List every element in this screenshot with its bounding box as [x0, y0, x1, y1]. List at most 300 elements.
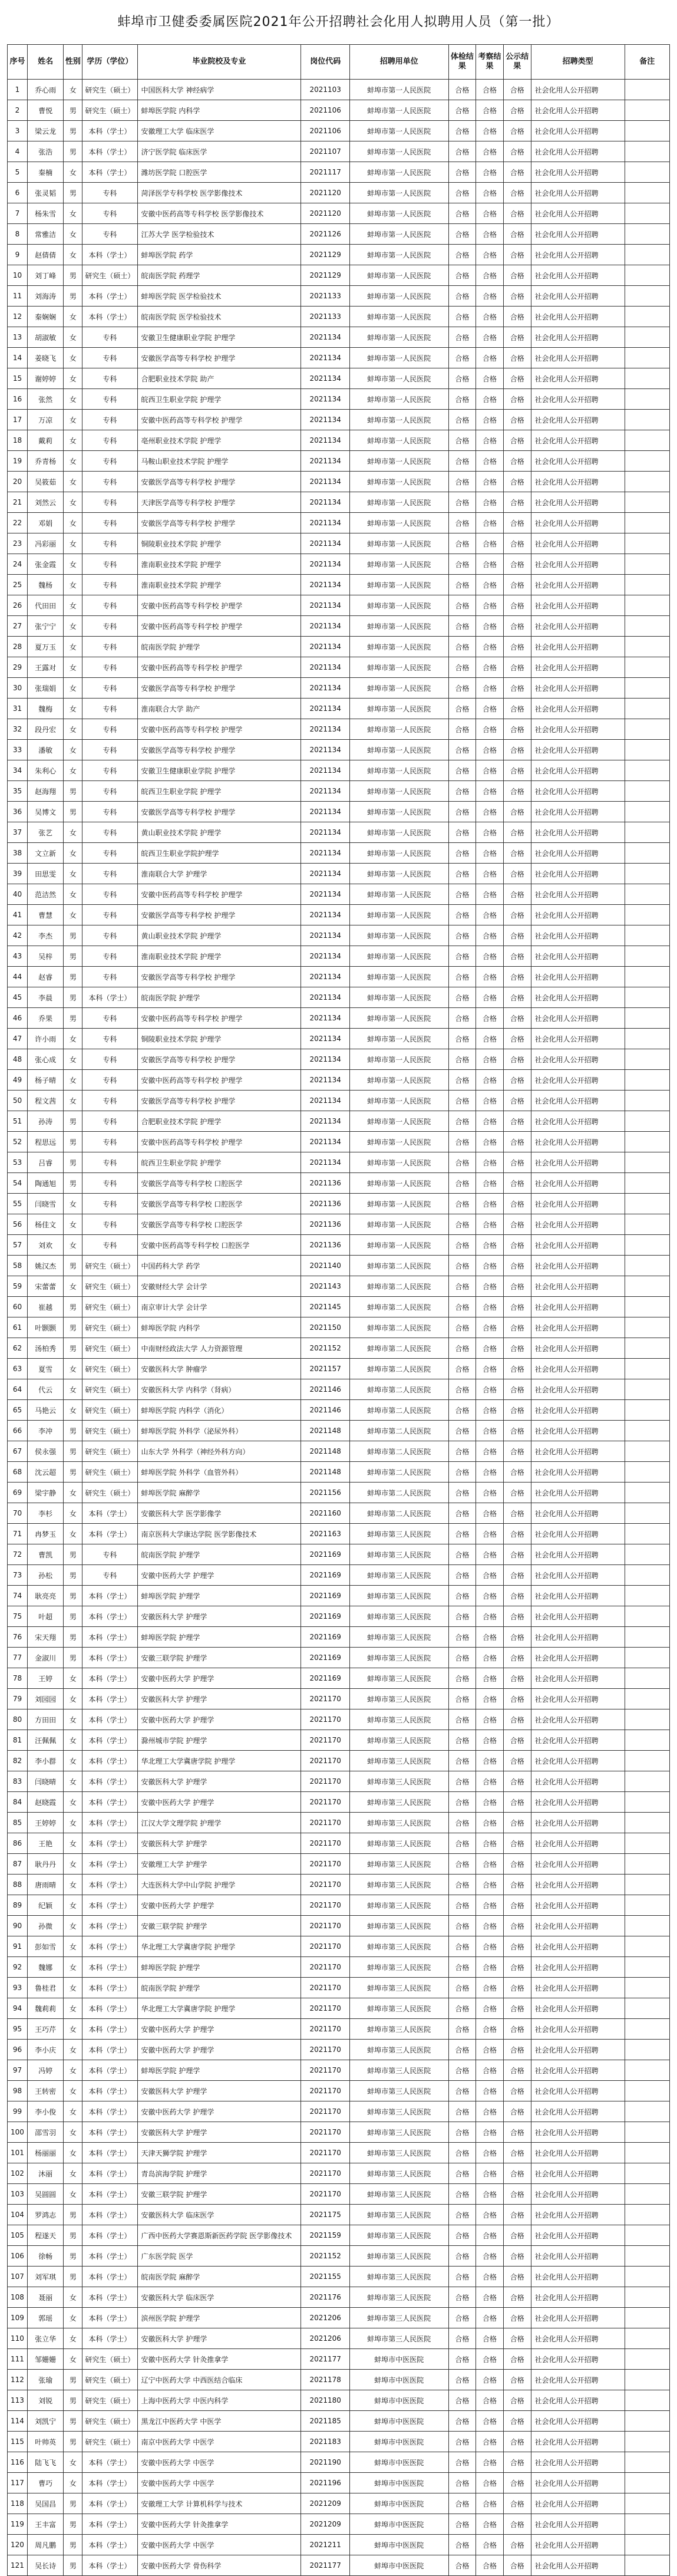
cell-exam: 合格: [448, 389, 476, 410]
cell-education: 本科（学士）: [82, 2514, 137, 2535]
cell-position-code: 2021134: [301, 719, 350, 740]
cell-name: 张瑜: [27, 2370, 64, 2390]
cell-sex: 女: [64, 410, 82, 430]
cell-note: [625, 843, 669, 864]
header-exam: 体检结果: [448, 45, 476, 80]
cell-education: 专科: [82, 1049, 137, 1070]
table-row: [8, 286, 670, 307]
cell-publicity: 合格: [503, 1152, 531, 1173]
cell-exam: 合格: [448, 1256, 476, 1276]
cell-education: 研究生（硕士）: [82, 2411, 137, 2432]
cell-seq: 58: [8, 1256, 28, 1276]
cell-note: [625, 1008, 669, 1029]
cell-name: 张灵韬: [27, 183, 64, 203]
cell-school-major: 中国药科大学 药学: [137, 1256, 301, 1276]
cell-type: 社会化用人公开招聘: [531, 1091, 625, 1111]
table-row: [8, 100, 670, 121]
cell-seq: 54: [8, 1173, 28, 1194]
cell-sex: 男: [64, 1008, 82, 1029]
cell-seq: 118: [8, 2493, 28, 2514]
cell-note: [625, 2122, 669, 2143]
cell-name: 刘欢: [27, 1235, 64, 1256]
cell-seq: 93: [8, 1978, 28, 1998]
cell-inspection: 合格: [476, 286, 504, 307]
cell-type: 社会化用人公开招聘: [531, 2205, 625, 2225]
cell-seq: 29: [8, 657, 28, 678]
cell-type: 社会化用人公开招聘: [531, 987, 625, 1008]
cell-note: [625, 699, 669, 719]
cell-publicity: 合格: [503, 2328, 531, 2349]
cell-inspection: 合格: [476, 657, 504, 678]
cell-position-code: 2021134: [301, 616, 350, 637]
cell-education: 研究生（硕士）: [82, 1338, 137, 1359]
cell-name: 吴圆圆: [27, 2184, 64, 2205]
cell-school-major: 蚌埠医学院 护理学: [137, 1586, 301, 1606]
cell-note: [625, 1503, 669, 1524]
table-row: [8, 719, 670, 740]
cell-seq: 116: [8, 2452, 28, 2473]
cell-school-major: 安徽中医药高等专科学校 护理学: [137, 1132, 301, 1152]
cell-school-major: 安徽医学高等专科学校 口腔医学: [137, 1194, 301, 1214]
cell-sex: 女: [64, 2163, 82, 2184]
cell-publicity: 合格: [503, 1689, 531, 1709]
cell-name: 潘敏: [27, 740, 64, 760]
cell-position-code: 2021170: [301, 1854, 350, 1875]
cell-name: 侯永强: [27, 1441, 64, 1462]
cell-exam: 合格: [448, 1730, 476, 1751]
cell-type: 社会化用人公开招聘: [531, 1276, 625, 1297]
cell-education: 专科: [82, 781, 137, 802]
cell-sex: 男: [64, 2514, 82, 2535]
cell-name: 聂丽: [27, 2287, 64, 2308]
cell-note: [625, 595, 669, 616]
cell-exam: 合格: [448, 472, 476, 492]
cell-note: [625, 307, 669, 327]
cell-type: 社会化用人公开招聘: [531, 1751, 625, 1771]
cell-education: 专科: [82, 699, 137, 719]
cell-position-code: 2021143: [301, 1276, 350, 1297]
cell-publicity: 合格: [503, 265, 531, 286]
cell-sex: 女: [64, 1400, 82, 1421]
header-type: 招聘类型: [531, 45, 625, 80]
cell-school-major: 安徽医科大学 临床医学: [137, 2205, 301, 2225]
cell-education: 本科（学士）: [82, 1875, 137, 1895]
cell-type: 社会化用人公开招聘: [531, 1875, 625, 1895]
cell-sex: 女: [64, 2122, 82, 2143]
table-row: [8, 2143, 670, 2163]
cell-sex: 男: [64, 967, 82, 987]
table-header-row: [8, 45, 670, 80]
cell-school-major: 安徽医学高等专科学校 护理学: [137, 740, 301, 760]
cell-note: [625, 2555, 669, 2576]
cell-position-code: 2021129: [301, 265, 350, 286]
cell-position-code: 2021170: [301, 2081, 350, 2101]
cell-education: 专科: [82, 1173, 137, 1194]
cell-inspection: 合格: [476, 802, 504, 822]
cell-inspection: 合格: [476, 1091, 504, 1111]
table-row: [8, 2122, 670, 2143]
cell-sex: 男: [64, 1338, 82, 1359]
cell-name: 李杰: [27, 925, 64, 946]
cell-seq: 53: [8, 1152, 28, 1173]
cell-exam: 合格: [448, 183, 476, 203]
cell-unit: 蚌埠市第一人民医院: [350, 513, 449, 533]
cell-sex: 女: [64, 884, 82, 905]
cell-unit: 蚌埠市第三人民医院: [350, 2225, 449, 2246]
cell-note: [625, 1813, 669, 1833]
cell-school-major: 淮南职业技术学院 护理学: [137, 575, 301, 595]
cell-note: [625, 2081, 669, 2101]
cell-position-code: 2021152: [301, 2246, 350, 2267]
cell-sex: 女: [64, 740, 82, 760]
cell-note: [625, 1668, 669, 1689]
cell-note: [625, 2328, 669, 2349]
cell-education: 专科: [82, 843, 137, 864]
cell-exam: 合格: [448, 1998, 476, 2019]
cell-school-major: 青岛滨海学院 护理学: [137, 2163, 301, 2184]
cell-name: 魏娜: [27, 1957, 64, 1978]
cell-education: 本科（学士）: [82, 1792, 137, 1813]
cell-exam: 合格: [448, 1771, 476, 1792]
cell-unit: 蚌埠市第二人民医院: [350, 1400, 449, 1421]
cell-exam: 合格: [448, 1338, 476, 1359]
cell-education: 本科（学士）: [82, 2184, 137, 2205]
cell-school-major: 安徽医学高等专科学校 护理学: [137, 967, 301, 987]
cell-education: 专科: [82, 1152, 137, 1173]
cell-sex: 女: [64, 2184, 82, 2205]
cell-note: [625, 1338, 669, 1359]
cell-position-code: 2021134: [301, 822, 350, 843]
cell-unit: 蚌埠市第一人民医院: [350, 327, 449, 348]
cell-name: 万凉: [27, 410, 64, 430]
table-row: [8, 162, 670, 183]
cell-name: 张金霞: [27, 554, 64, 575]
cell-name: 魏梅: [27, 699, 64, 719]
cell-exam: 合格: [448, 2493, 476, 2514]
cell-seq: 3: [8, 121, 28, 141]
cell-publicity: 合格: [503, 1194, 531, 1214]
cell-inspection: 合格: [476, 203, 504, 224]
cell-position-code: 2021134: [301, 946, 350, 967]
cell-exam: 合格: [448, 967, 476, 987]
cell-school-major: 淮南职业技术学院 护理学: [137, 946, 301, 967]
cell-school-major: 安徽医学高等专科学校 护理学: [137, 513, 301, 533]
cell-seq: 50: [8, 1091, 28, 1111]
cell-education: 本科（学士）: [82, 2143, 137, 2163]
cell-position-code: 2021169: [301, 1668, 350, 1689]
cell-note: [625, 492, 669, 513]
cell-type: 社会化用人公开招聘: [531, 1152, 625, 1173]
cell-exam: 合格: [448, 1091, 476, 1111]
cell-education: 研究生（硕士）: [82, 265, 137, 286]
cell-position-code: 2021134: [301, 575, 350, 595]
cell-education: 研究生（硕士）: [82, 80, 137, 100]
cell-publicity: 合格: [503, 657, 531, 678]
cell-publicity: 合格: [503, 2349, 531, 2370]
cell-type: 社会化用人公开招聘: [531, 946, 625, 967]
cell-unit: 蚌埠市第一人民医院: [350, 348, 449, 368]
cell-publicity: 合格: [503, 1648, 531, 1668]
cell-school-major: 安徽医科大学 内科学（肾病）: [137, 1379, 301, 1400]
cell-exam: 合格: [448, 224, 476, 245]
cell-exam: 合格: [448, 1916, 476, 1936]
cell-publicity: 合格: [503, 2473, 531, 2493]
cell-position-code: 2021134: [301, 699, 350, 719]
cell-sex: 女: [64, 368, 82, 389]
cell-sex: 女: [64, 492, 82, 513]
cell-sex: 女: [64, 1503, 82, 1524]
cell-school-major: 上海中医药大学 中医内科学: [137, 2390, 301, 2411]
cell-inspection: 合格: [476, 1978, 504, 1998]
table-row: [8, 1091, 670, 1111]
cell-school-major: 皖南医学院 护理学: [137, 1544, 301, 1565]
cell-seq: 15: [8, 368, 28, 389]
cell-name: 曹巧: [27, 2473, 64, 2493]
cell-publicity: 合格: [503, 1091, 531, 1111]
cell-type: 社会化用人公开招聘: [531, 699, 625, 719]
cell-exam: 合格: [448, 1214, 476, 1235]
cell-publicity: 合格: [503, 1833, 531, 1854]
cell-type: 社会化用人公开招聘: [531, 822, 625, 843]
cell-seq: 65: [8, 1400, 28, 1421]
cell-publicity: 合格: [503, 1111, 531, 1132]
cell-name: 程文茜: [27, 1091, 64, 1111]
cell-sex: 女: [64, 80, 82, 100]
cell-education: 本科（学士）: [82, 1854, 137, 1875]
cell-position-code: 2021170: [301, 1792, 350, 1813]
cell-name: 邓娟: [27, 513, 64, 533]
cell-education: 专科: [82, 327, 137, 348]
header-seq: 序号: [8, 45, 28, 80]
cell-seq: 32: [8, 719, 28, 740]
cell-position-code: 2021148: [301, 1441, 350, 1462]
cell-unit: 蚌埠市第一人民医院: [350, 1070, 449, 1091]
cell-publicity: 合格: [503, 1895, 531, 1916]
cell-inspection: 合格: [476, 1998, 504, 2019]
cell-school-major: 安徽中医药高等专科学校 护理学: [137, 1070, 301, 1091]
cell-school-major: 济宁医学院 临床医学: [137, 141, 301, 162]
cell-note: [625, 905, 669, 925]
cell-education: 专科: [82, 595, 137, 616]
cell-publicity: 合格: [503, 533, 531, 554]
cell-position-code: 2021169: [301, 1627, 350, 1648]
header-school-major: 毕业院校及专业: [137, 45, 301, 80]
cell-type: 社会化用人公开招聘: [531, 2267, 625, 2287]
cell-position-code: 2021170: [301, 2019, 350, 2040]
cell-sex: 男: [64, 987, 82, 1008]
cell-inspection: 合格: [476, 1379, 504, 1400]
cell-inspection: 合格: [476, 80, 504, 100]
cell-education: 研究生（硕士）: [82, 2370, 137, 2390]
table-row: [8, 2328, 670, 2349]
cell-sex: 女: [64, 1771, 82, 1792]
cell-type: 社会化用人公开招聘: [531, 740, 625, 760]
cell-position-code: 2021183: [301, 2432, 350, 2452]
cell-school-major: 南京中医药大学 中医学: [137, 2432, 301, 2452]
cell-seq: 69: [8, 1483, 28, 1503]
cell-type: 社会化用人公开招聘: [531, 1400, 625, 1421]
cell-inspection: 合格: [476, 2040, 504, 2060]
cell-inspection: 合格: [476, 183, 504, 203]
cell-publicity: 合格: [503, 1668, 531, 1689]
table-row: [8, 967, 670, 987]
cell-note: [625, 740, 669, 760]
cell-name: 秦楠: [27, 162, 64, 183]
table-row: [8, 2184, 670, 2205]
table-row: [8, 2555, 670, 2576]
cell-inspection: 合格: [476, 2246, 504, 2267]
cell-sex: 男: [64, 2205, 82, 2225]
cell-note: [625, 822, 669, 843]
cell-school-major: 安徽医科大学 医学影像学: [137, 1503, 301, 1524]
cell-inspection: 合格: [476, 719, 504, 740]
cell-seq: 26: [8, 595, 28, 616]
cell-exam: 合格: [448, 1111, 476, 1132]
cell-publicity: 合格: [503, 2081, 531, 2101]
cell-note: [625, 1091, 669, 1111]
cell-position-code: 2021152: [301, 1338, 350, 1359]
cell-type: 社会化用人公开招聘: [531, 80, 625, 100]
cell-seq: 66: [8, 1421, 28, 1441]
cell-inspection: 合格: [476, 1751, 504, 1771]
cell-inspection: 合格: [476, 245, 504, 265]
cell-school-major: 安徽中医药高等专科学校 医学影像技术: [137, 203, 301, 224]
cell-position-code: 2021160: [301, 1503, 350, 1524]
cell-inspection: 合格: [476, 2267, 504, 2287]
cell-inspection: 合格: [476, 1792, 504, 1813]
cell-exam: 合格: [448, 203, 476, 224]
cell-seq: 19: [8, 451, 28, 472]
cell-publicity: 合格: [503, 348, 531, 368]
cell-exam: 合格: [448, 1606, 476, 1627]
cell-type: 社会化用人公开招聘: [531, 1689, 625, 1709]
cell-position-code: 2021134: [301, 1152, 350, 1173]
cell-position-code: 2021206: [301, 2308, 350, 2328]
cell-school-major: 亳州职业技术学院 护理学: [137, 430, 301, 451]
cell-position-code: 2021170: [301, 1689, 350, 1709]
cell-education: 本科（学士）: [82, 307, 137, 327]
cell-note: [625, 2101, 669, 2122]
cell-publicity: 合格: [503, 595, 531, 616]
cell-school-major: 安徽中医药大学 护理学: [137, 1565, 301, 1586]
cell-seq: 23: [8, 533, 28, 554]
cell-note: [625, 1586, 669, 1606]
cell-seq: 35: [8, 781, 28, 802]
cell-publicity: 合格: [503, 946, 531, 967]
cell-education: 研究生（硕士）: [82, 1359, 137, 1379]
cell-unit: 蚌埠市第一人民医院: [350, 451, 449, 472]
cell-unit: 蚌埠市第一人民医院: [350, 719, 449, 740]
cell-name: 王艳: [27, 1833, 64, 1854]
cell-seq: 47: [8, 1029, 28, 1049]
cell-school-major: 南京医科大学康达学院 医学影像技术: [137, 1524, 301, 1544]
cell-unit: 蚌埠市第三人民医院: [350, 1524, 449, 1544]
cell-school-major: 安徽中医药高等专科学校 护理学: [137, 884, 301, 905]
cell-name: 彭如雪: [27, 1936, 64, 1957]
cell-position-code: 2021170: [301, 1813, 350, 1833]
cell-name: 姜晓飞: [27, 348, 64, 368]
cell-publicity: 合格: [503, 2267, 531, 2287]
cell-exam: 合格: [448, 2267, 476, 2287]
cell-type: 社会化用人公开招聘: [531, 967, 625, 987]
cell-exam: 合格: [448, 265, 476, 286]
cell-sex: 女: [64, 389, 82, 410]
cell-unit: 蚌埠市中医医院: [350, 2432, 449, 2452]
cell-publicity: 合格: [503, 1978, 531, 1998]
table-row: [8, 2101, 670, 2122]
cell-position-code: 2021134: [301, 843, 350, 864]
cell-note: [625, 2246, 669, 2267]
cell-school-major: 安徽中医药大学 护理学: [137, 1792, 301, 1813]
cell-type: 社会化用人公开招聘: [531, 802, 625, 822]
cell-name: 文立新: [27, 843, 64, 864]
cell-name: 夏万玉: [27, 637, 64, 657]
header-name: 姓名: [27, 45, 64, 80]
table-row: [8, 2493, 670, 2514]
cell-school-major: 淮南职业技术学院 护理学: [137, 554, 301, 575]
cell-seq: 68: [8, 1462, 28, 1483]
cell-sex: 女: [64, 1483, 82, 1503]
table-row: [8, 1792, 670, 1813]
cell-type: 社会化用人公开招聘: [531, 843, 625, 864]
cell-education: 专科: [82, 224, 137, 245]
cell-publicity: 合格: [503, 327, 531, 348]
cell-publicity: 合格: [503, 1379, 531, 1400]
cell-name: 秦娴娴: [27, 307, 64, 327]
cell-position-code: 2021177: [301, 2349, 350, 2370]
cell-note: [625, 2411, 669, 2432]
cell-position-code: 2021170: [301, 1875, 350, 1895]
cell-type: 社会化用人公开招聘: [531, 905, 625, 925]
table-row: [8, 389, 670, 410]
table-row: [8, 740, 670, 760]
cell-note: [625, 1173, 669, 1194]
table-row: [8, 2225, 670, 2246]
cell-education: 专科: [82, 533, 137, 554]
cell-inspection: 合格: [476, 2555, 504, 2576]
cell-name: 姚汉杰: [27, 1256, 64, 1276]
cell-name: 耿丹丹: [27, 1854, 64, 1875]
cell-education: 专科: [82, 678, 137, 699]
cell-sex: 女: [64, 472, 82, 492]
cell-unit: 蚌埠市第三人民医院: [350, 2040, 449, 2060]
cell-seq: 12: [8, 307, 28, 327]
cell-position-code: 2021106: [301, 121, 350, 141]
cell-note: [625, 2019, 669, 2040]
cell-education: 研究生（硕士）: [82, 1441, 137, 1462]
cell-education: 专科: [82, 430, 137, 451]
cell-note: [625, 967, 669, 987]
cell-exam: 合格: [448, 430, 476, 451]
cell-type: 社会化用人公开招聘: [531, 2019, 625, 2040]
cell-name: 田思雯: [27, 864, 64, 884]
table-row: [8, 430, 670, 451]
cell-inspection: 合格: [476, 1256, 504, 1276]
cell-exam: 合格: [448, 1235, 476, 1256]
cell-name: 李小俊: [27, 2101, 64, 2122]
cell-inspection: 合格: [476, 2287, 504, 2308]
cell-seq: 109: [8, 2308, 28, 2328]
cell-school-major: 蚌埠医学院 内科学: [137, 1317, 301, 1338]
cell-unit: 蚌埠市第二人民医院: [350, 1338, 449, 1359]
cell-name: 叶帅英: [27, 2432, 64, 2452]
table-row: [8, 1132, 670, 1152]
cell-education: 研究生（硕士）: [82, 1256, 137, 1276]
cell-unit: 蚌埠市第一人民医院: [350, 224, 449, 245]
cell-note: [625, 1957, 669, 1978]
cell-exam: 合格: [448, 2060, 476, 2081]
cell-publicity: 合格: [503, 286, 531, 307]
